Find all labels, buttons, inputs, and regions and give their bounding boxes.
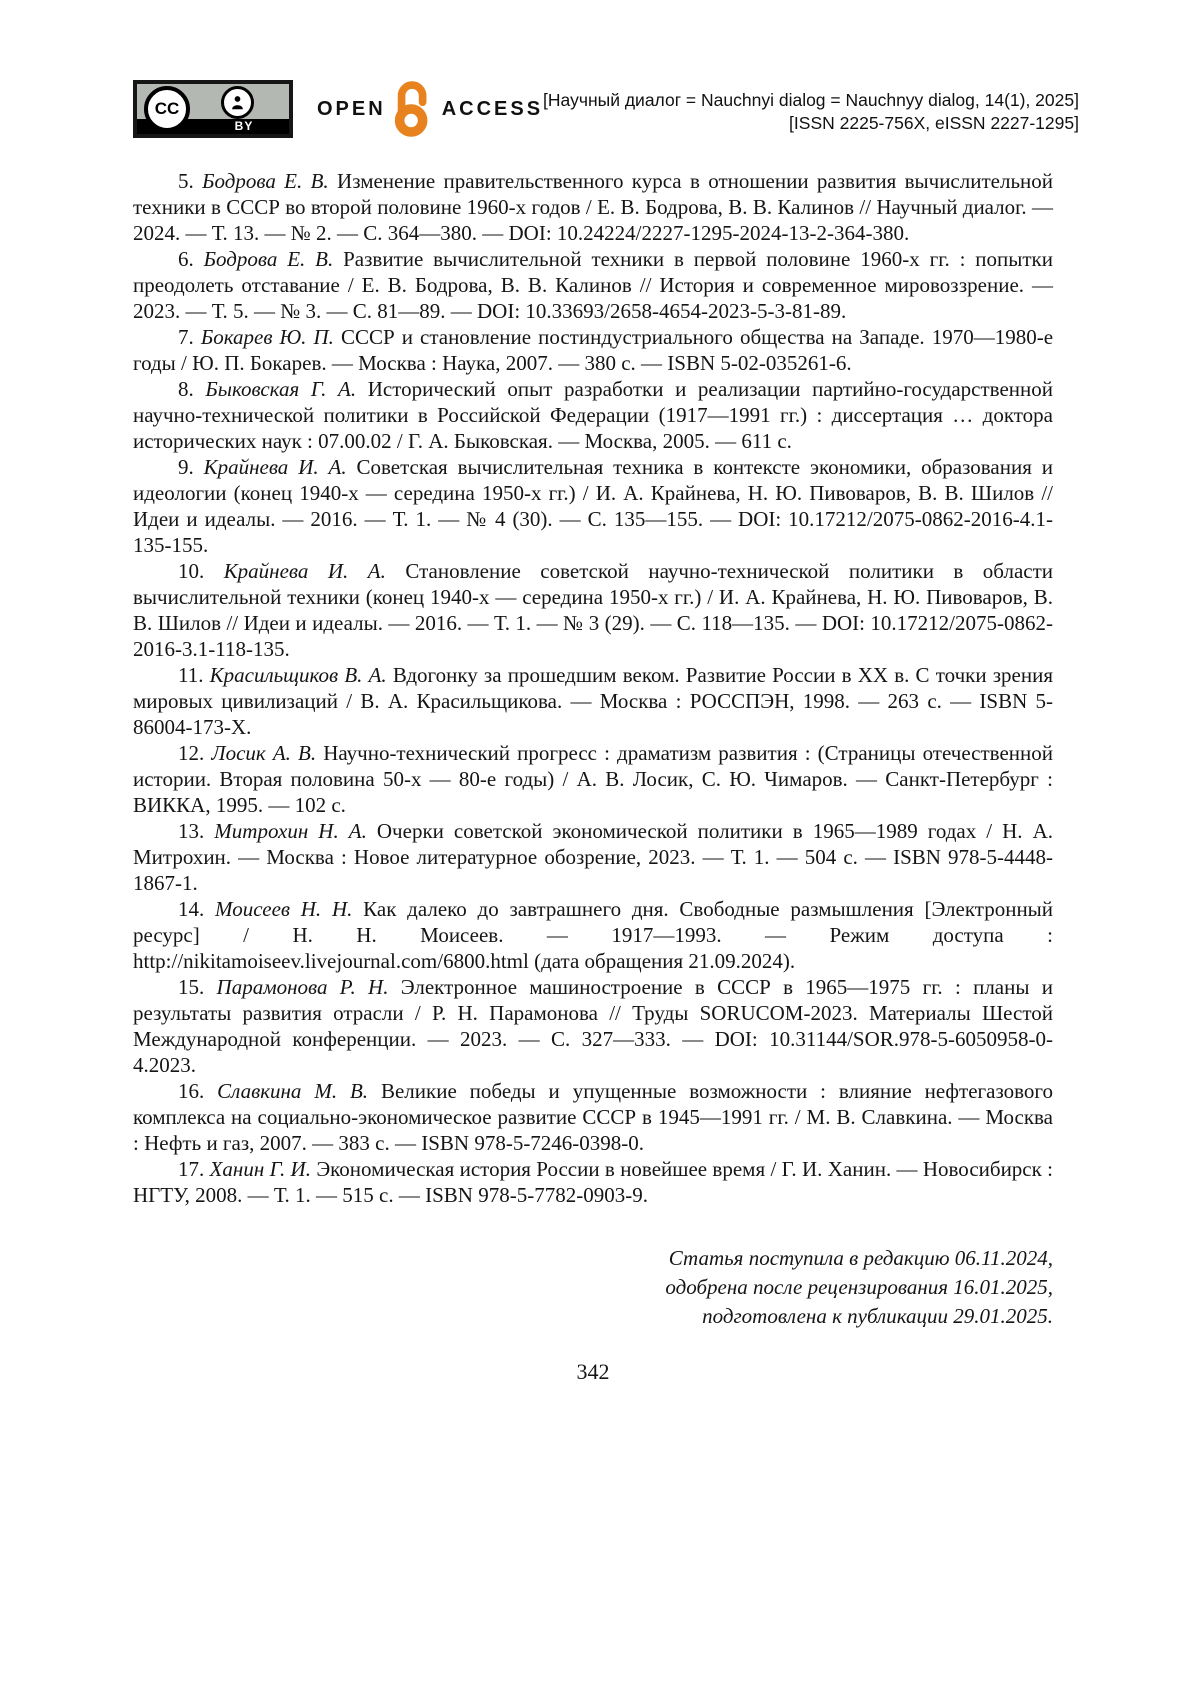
reference-number: 9. <box>178 455 194 479</box>
reference-authors: Митрохин Н. А. <box>214 819 367 843</box>
page-number: 342 <box>576 1359 610 1384</box>
reference-authors: Моисеев Н. Н. <box>215 897 353 921</box>
reference-number: 5. <box>178 169 194 193</box>
reference-item <box>133 376 1053 454</box>
reference-authors: Красильщиков В. А. <box>209 663 387 687</box>
submission-approved-line: одобрена после рецензирования 16.01.2025, <box>665 1275 1053 1299</box>
reference-number: 12. <box>178 741 205 765</box>
journal-issn-line: [ISSN 2225-756X, eISSN 2227-1295] <box>789 113 1079 133</box>
reference-authors: Крайнева И. А. <box>203 455 347 479</box>
reference-text: Как далеко до завтрашнего дня. Свободные размышления [Электронный ресурс] / Н. Н. Моисеев. — 1917—1993. — Режим доступа : http://nikitamoiseev.livejournal.com/6800.html (дата обращения 21.09.2024). <box>133 897 1054 973</box>
reference-authors: Славкина М. В. <box>217 1079 369 1103</box>
reference-authors: Бодрова Е. В. <box>203 247 334 271</box>
reference-text: Научно-технический прогресс : драматизм развития : (Страницы отечественной истории. Вторая половина 50-х — 80-е годы) / А. В. Лосик, С. Ю. Чимаров. — Санкт-Петербург : ВИККА, 1995. — 102 с. <box>133 741 1054 817</box>
reference-text: Развитие вычислительной техники в первой половине 1960-х гг. : попытки преодолеть отставание / Е. В. Бодрова, В. В. Калинов // История и современное мировоззрение. — 2023. — Т. 5. — № 3. — С. 81—89. — DOI: 10.33693/2658-4654-2023-5-3-81-89. <box>133 247 1053 323</box>
open-padlock-icon <box>392 80 436 138</box>
reference-item <box>133 662 1053 740</box>
reference-text: Очерки советской экономической политики в 1965—1989 годах / Н. А. Митрохин. — Москва : Новое литературное обозрение, 2023. — Т. 1. — 504 с. — ISBN 978-5-4448-1867-1. <box>133 819 1054 895</box>
journal-info <box>543 80 1079 135</box>
reference-authors: Лосик А. В. <box>211 741 317 765</box>
references-list <box>133 168 1053 1208</box>
reference-number: 14. <box>178 897 205 921</box>
open-label: OPEN <box>317 97 386 120</box>
reference-item <box>133 558 1053 662</box>
person-icon <box>221 86 254 119</box>
reference-item <box>133 896 1053 974</box>
reference-item <box>133 1156 1053 1208</box>
access-label: ACCESS <box>441 97 544 120</box>
reference-item <box>133 974 1053 1078</box>
reference-number: 7. <box>178 325 194 349</box>
reference-text: Великие победы и упущенные возможности : влияние нефтегазового комплекса на социально-экономическое развитие СССР в 1945—1991 гг. / М. В. Славкина. — Москва : Нефть и газ, 2007. — 383 с. — ISBN 978-5-7246-0398-0. <box>133 1079 1054 1155</box>
reference-number: 17. <box>178 1157 205 1181</box>
reference-number: 10. <box>178 559 205 583</box>
cc-icon <box>144 86 190 132</box>
reference-text: Изменение правительственного курса в отношении развития вычислительной техники в СССР во второй половине 1960-х годов / Е. В. Бодрова, В. В. Калинов // Научный диалог. — 2024. — Т. 13. — № 2. — С. 364—380. — DOI: 10.24224/2227-1295-2024-13-2-364-380. <box>133 169 1054 245</box>
cc-icon-label: CC <box>154 99 180 118</box>
reference-item <box>133 454 1053 558</box>
reference-authors: Быковская Г. А. <box>205 377 357 401</box>
reference-number: 13. <box>178 819 205 843</box>
journal-title-line: [Научный диалог = Nauchnyi dialog = Nauchnyy dialog, 14(1), 2025] <box>543 90 1079 110</box>
reference-number: 8. <box>178 377 194 401</box>
reference-number: 16. <box>178 1079 205 1103</box>
reference-item <box>133 740 1053 818</box>
reference-item <box>133 818 1053 896</box>
reference-authors: Ханин Г. И. <box>209 1157 311 1181</box>
reference-item <box>133 168 1053 246</box>
reference-number: 6. <box>178 247 194 271</box>
cc-by-license-badge <box>133 80 293 138</box>
reference-item <box>133 1078 1053 1156</box>
reference-text: Становление советской научно-технической политики в области вычислительной техники (конец 1940-х — середина 1950-х гг.) / И. А. Крайнева, Н. Ю. Пивоваров, В. В. Шилов // Идеи и идеалы. — 2016. — Т. 1. — № 3 (29). — С. 118—135. — DOI: 10.17212/2075-0862-2016-3.1-118-135. <box>133 559 1054 661</box>
reference-number: 15. <box>178 975 205 999</box>
submission-dates <box>133 1244 1053 1331</box>
open-access-logo <box>317 80 543 138</box>
submission-received-line: Статья поступила в редакцию 06.11.2024, <box>668 1246 1053 1270</box>
reference-text: Советская вычислительная техника в контексте экономики, образования и идеологии (конец 1940-х — середина 1950-х гг.) / И. А. Крайнева, Н. Ю. Пивоваров, В. В. Шилов // Идеи и идеалы. — 2016. — Т. 1. — № 4 (30). — С. 135—155. — DOI: 10.17212/2075-0862-2016-4.1-135-155. <box>133 455 1053 557</box>
reference-text: Исторический опыт разработки и реализации партийно-государственной научно-технической политики в Российской Федерации (1917—1991 гг.) : диссертация … доктора исторических наук : 07.00.02 / Г. А. Быковская. — Москва, 2005. — 611 с. <box>133 377 1053 453</box>
reference-authors: Парамонова Р. Н. <box>216 975 389 999</box>
reference-text: Вдогонку за прошедшим веком. Развитие России в XX в. С точки зрения мировых цивилизаций / В. А. Красильщикова. — Москва : РОССПЭН, 1998. — 263 с. — ISBN 5-86004-173-X. <box>133 663 1054 739</box>
reference-text: Экономическая история России в новейшее время / Г. И. Ханин. — Новосибирск : НГТУ, 2008. — Т. 1. — 515 с. — ISBN 978-5-7782-0903-9. <box>133 1157 1054 1207</box>
reference-authors: Бодрова Е. В. <box>202 169 329 193</box>
reference-item <box>133 324 1053 376</box>
submission-prepared-line: подготовлена к публикации 29.01.2025. <box>702 1304 1053 1328</box>
reference-text: СССР и становление постиндустриального общества на Западе. 1970—1980-е годы / Ю. П. Бокарев. — Москва : Наука, 2007. — 380 с. — ISBN 5-02-035261-6. <box>133 325 1054 375</box>
reference-authors: Крайнева И. А. <box>223 559 386 583</box>
reference-number: 11. <box>178 663 204 687</box>
page-header <box>133 0 1079 138</box>
reference-authors: Бокарев Ю. П. <box>200 325 334 349</box>
reference-text: Электронное машиностроение в СССР в 1965—1975 гг. : планы и результаты развития отрасли / Р. Н. Парамонова // Труды SORUCOM-2023. Материалы Шестой Международной конференции. — 2023. — С. 327—333. — DOI: 10.31144/SOR.978-5-6050958-0-4.2023. <box>133 975 1054 1077</box>
reference-item <box>133 246 1053 324</box>
by-label: BY <box>234 119 254 133</box>
